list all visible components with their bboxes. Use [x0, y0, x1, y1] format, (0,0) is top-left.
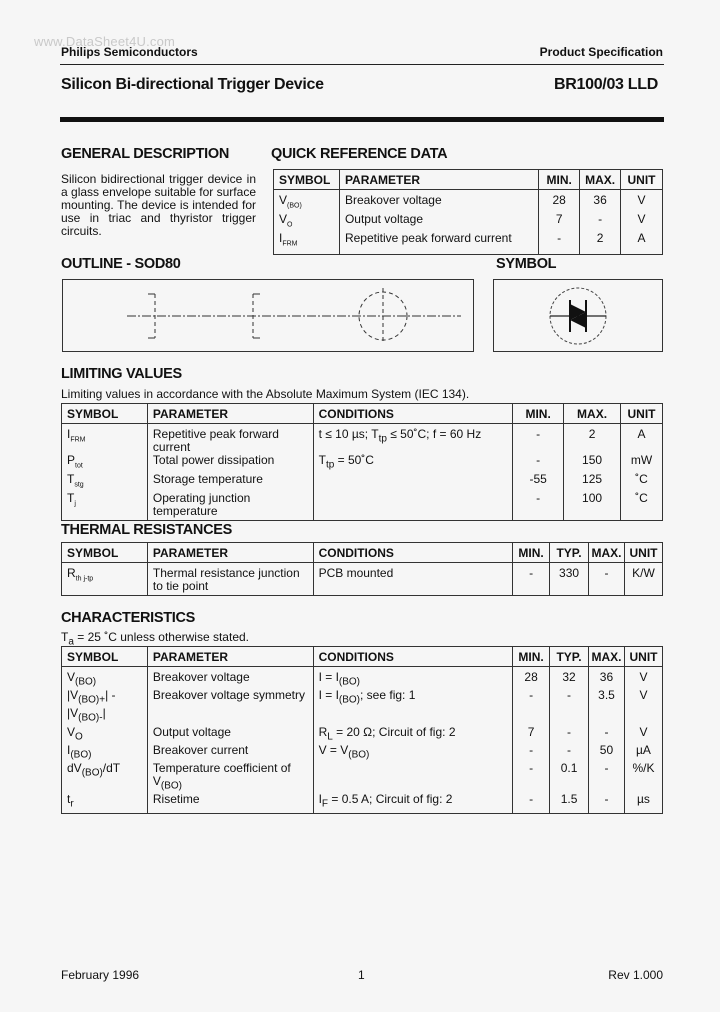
table-cell-unit: V: [624, 726, 662, 744]
table-cell-sym: $V_{(BO)}$: [62, 667, 148, 690]
part-number: BR100/03 LLD: [554, 76, 658, 93]
limiting-values-heading: LIMITING VALUES: [61, 366, 182, 382]
table-cell-cond: [313, 473, 513, 492]
table-row: [62, 424, 663, 454]
table-cell-unit: V: [621, 213, 663, 232]
limiting-values-note: Limiting values in accordance with the Absolute Maximum System (IEC 134).: [61, 387, 470, 401]
limiting-values-table: [61, 403, 663, 521]
characteristics-note: $T_a = 25$ ˚C unless otherwise stated.: [61, 630, 249, 648]
table-cell-cond: [313, 762, 513, 793]
table-cell-cond: PCB mounted: [313, 563, 513, 596]
table-cell-typ: 32: [550, 667, 589, 690]
general-description-heading: GENERAL DESCRIPTION: [61, 146, 230, 162]
table-cell-min: 7: [539, 213, 580, 232]
column-header: UNIT: [624, 543, 662, 563]
column-header: SYMBOL: [62, 404, 148, 424]
table-cell-param: Operating junction temperature: [147, 492, 313, 520]
page-title: Silicon Bi-directional Trigger Device: [61, 76, 324, 93]
table-cell-param: Breakover voltage: [147, 667, 313, 690]
table-row: [274, 213, 663, 232]
table-cell-sym: $V_O$: [274, 213, 340, 232]
table-cell-param: Risetime: [147, 793, 313, 814]
thermal-resistances-heading: THERMAL RESISTANCES: [61, 522, 232, 538]
table-cell-param: Repetitive peak forward current: [147, 424, 313, 454]
column-header: CONDITIONS: [313, 543, 513, 563]
table-cell-param: Storage temperature: [147, 473, 313, 492]
table-cell-sym: $R_{th j-tp}$: [62, 563, 148, 596]
table-cell-param: Total power dissipation: [147, 454, 313, 473]
column-header: MAX.: [589, 543, 625, 563]
table-cell-unit: ˚C: [621, 473, 663, 492]
table-cell-unit: V: [624, 689, 662, 725]
table-cell-min: -: [513, 762, 550, 793]
watermark: www.DataSheet4U.com: [34, 34, 176, 49]
table-row: [62, 726, 663, 744]
company-name: Philips Semiconductors: [61, 45, 198, 59]
table-cell-sym: $V_O$: [62, 726, 148, 744]
table-cell-typ: 1.5: [550, 793, 589, 814]
table-cell-max: -: [589, 563, 625, 596]
column-header: MIN.: [513, 647, 550, 667]
table-cell-cond: t ≤ 10 µs; $T_{tp}$ ≤ 50˚C; f = 60 Hz: [313, 424, 513, 454]
table-cell-cond: $I = I_{(BO)}$: [313, 667, 513, 690]
table-cell-unit: µs: [624, 793, 662, 814]
table-cell-max: -: [589, 762, 625, 793]
column-header: SYMBOL: [274, 170, 340, 190]
table-cell-min: -: [513, 793, 550, 814]
table-row: [62, 492, 663, 520]
table-cell-unit: K/W: [624, 563, 662, 596]
header-rule: [60, 64, 664, 65]
footer-revision: Rev 1.000: [608, 968, 663, 982]
table-cell-min: -: [513, 563, 550, 596]
table-row: [62, 744, 663, 762]
table-cell-cond: [313, 492, 513, 520]
table-cell-max: 100: [564, 492, 621, 520]
column-header: MIN.: [513, 543, 550, 563]
table-row: [62, 793, 663, 814]
table-row: [62, 454, 663, 473]
column-header: MIN.: [539, 170, 580, 190]
table-cell-typ: 0.1: [550, 762, 589, 793]
table-cell-typ: 330: [550, 563, 589, 596]
characteristics-heading: CHARACTERISTICS: [61, 610, 196, 626]
table-cell-param: Breakover current: [147, 744, 313, 762]
column-header: CONDITIONS: [313, 647, 513, 667]
table-cell-cond: $T_{tp}$ = 50˚C: [313, 454, 513, 473]
column-header: UNIT: [621, 404, 663, 424]
thermal-resistances-table: [61, 542, 663, 596]
table-cell-cond: $I_F = 0.5$ A; Circuit of fig: 2: [313, 793, 513, 814]
table-cell-param: Thermal resistance junction to tie point: [147, 563, 313, 596]
table-cell-max: 150: [564, 454, 621, 473]
table-cell-typ: -: [550, 744, 589, 762]
table-cell-min: 7: [513, 726, 550, 744]
table-cell-sym: $V_{(BO)}$: [274, 190, 340, 214]
table-cell-unit: A: [621, 424, 663, 454]
table-cell-max: 36: [580, 190, 621, 214]
column-header: SYMBOL: [62, 647, 148, 667]
column-header: MIN.: [513, 404, 564, 424]
table-cell-max: 50: [589, 744, 625, 762]
table-cell-typ: -: [550, 689, 589, 725]
table-cell-cond: $V = V_{(BO)}$: [313, 744, 513, 762]
column-header: PARAMETER: [147, 647, 313, 667]
column-header: UNIT: [621, 170, 663, 190]
footer-page-number: 1: [358, 968, 365, 982]
table-row: [62, 689, 663, 725]
table-cell-param: Breakover voltage: [339, 190, 538, 214]
table-cell-max: 3.5: [589, 689, 625, 725]
table-cell-max: -: [589, 793, 625, 814]
table-cell-sym: $t_r$: [62, 793, 148, 814]
table-cell-min: -: [513, 454, 564, 473]
table-cell-min: -: [513, 492, 564, 520]
column-header: PARAMETER: [339, 170, 538, 190]
table-row: [62, 473, 663, 492]
table-cell-sym: $I_{FRM}$: [62, 424, 148, 454]
table-cell-unit: V: [624, 667, 662, 690]
table-cell-sym: $P_{tot}$: [62, 454, 148, 473]
footer-date: February 1996: [61, 968, 140, 982]
symbol-drawing: [493, 279, 663, 352]
table-cell-max: 36: [589, 667, 625, 690]
table-cell-unit: ˚C: [621, 492, 663, 520]
quick-reference-table: [273, 169, 663, 255]
table-cell-min: 28: [539, 190, 580, 214]
table-row: [274, 190, 663, 214]
table-cell-max: 2: [564, 424, 621, 454]
table-cell-min: -: [539, 232, 580, 254]
outline-drawing: [62, 279, 474, 352]
table-cell-unit: µA: [624, 744, 662, 762]
table-cell-param: Repetitive peak forward current: [339, 232, 538, 254]
sod80-package-icon: [63, 280, 473, 351]
table-cell-unit: mW: [621, 454, 663, 473]
document-type: Product Specification: [539, 45, 663, 59]
column-header: CONDITIONS: [313, 404, 513, 424]
table-cell-sym: $|V_{(BO)+}| - |V_{(BO)-}|$: [62, 689, 148, 725]
characteristics-table: [61, 646, 663, 814]
table-cell-sym: $T_{stg}$: [62, 473, 148, 492]
general-description-text: Silicon bidirectional trigger device in a glass envelope suitable for surface mounting. The device is intended for use in triac and thyristor trigger circuits.: [61, 172, 256, 238]
outline-heading: OUTLINE - SOD80: [61, 256, 181, 272]
column-header: PARAMETER: [147, 543, 313, 563]
table-cell-sym: $dV_{(BO)}/dT$: [62, 762, 148, 793]
table-row: [274, 232, 663, 254]
symbol-heading: SYMBOL: [496, 256, 557, 272]
table-cell-cond: $R_L = 20$ Ω; Circuit of fig: 2: [313, 726, 513, 744]
column-header: MAX.: [564, 404, 621, 424]
column-header: MAX.: [589, 647, 625, 667]
table-cell-unit: A: [621, 232, 663, 254]
table-cell-min: -: [513, 744, 550, 762]
table-cell-param: Temperature coefficient of $V_{(BO)}$: [147, 762, 313, 793]
table-cell-min: -55: [513, 473, 564, 492]
table-cell-min: 28: [513, 667, 550, 690]
quick-reference-heading: QUICK REFERENCE DATA: [271, 146, 448, 162]
table-cell-sym: $I_{(BO)}$: [62, 744, 148, 762]
table-cell-max: 2: [580, 232, 621, 254]
table-cell-min: -: [513, 424, 564, 454]
table-cell-param: Breakover voltage symmetry: [147, 689, 313, 725]
table-cell-param: Output voltage: [147, 726, 313, 744]
table-cell-sym: $T_j$: [62, 492, 148, 520]
table-cell-sym: $I_{FRM}$: [274, 232, 340, 254]
table-cell-max: -: [589, 726, 625, 744]
diac-symbol-icon: [494, 280, 662, 351]
table-row: [62, 563, 663, 596]
table-cell-max: 125: [564, 473, 621, 492]
table-row: [62, 762, 663, 793]
table-cell-min: -: [513, 689, 550, 725]
column-header: MAX.: [580, 170, 621, 190]
table-cell-param: Output voltage: [339, 213, 538, 232]
table-cell-cond: $I = I_{(BO)}$; see fig: 1: [313, 689, 513, 725]
column-header: SYMBOL: [62, 543, 148, 563]
title-rule: [60, 117, 664, 122]
table-row: [62, 667, 663, 690]
column-header: UNIT: [624, 647, 662, 667]
table-cell-unit: %/K: [624, 762, 662, 793]
table-cell-max: -: [580, 213, 621, 232]
table-cell-unit: V: [621, 190, 663, 214]
column-header: TYP.: [550, 543, 589, 563]
table-cell-typ: -: [550, 726, 589, 744]
column-header: PARAMETER: [147, 404, 313, 424]
column-header: TYP.: [550, 647, 589, 667]
